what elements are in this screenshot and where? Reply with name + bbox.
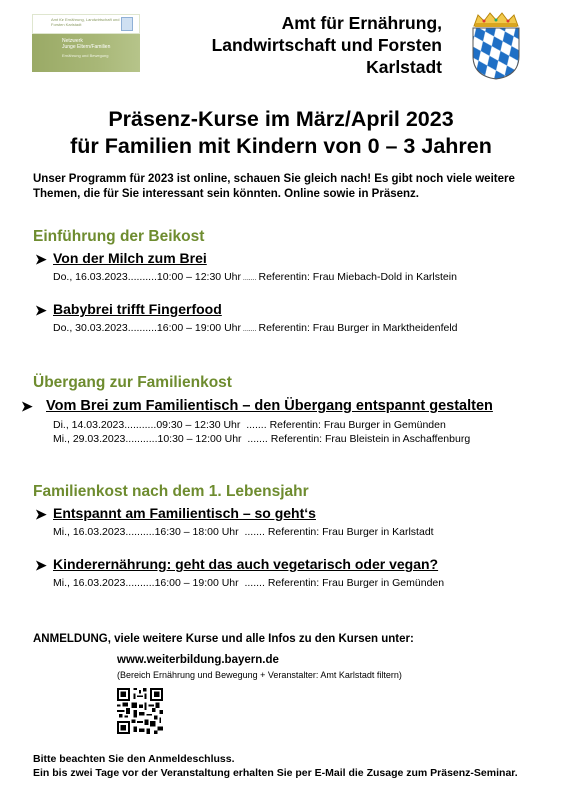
course-title-vegetarisch[interactable]: Kinderernährung: geht das auch vegetarisch oder vegan? [53,556,439,572]
bullet-arrow-icon: ➤ [35,302,47,318]
note-line2: Ein bis zwei Tage vor der Veranstaltung erhalten Sie per E-Mail die Zusage zum Präsenz-Seminar. [33,766,518,779]
section-title-lebensjahr: Familienkost nach dem 1. Lebensjahr [33,483,309,500]
bullet-arrow-icon: ➤ [35,506,47,522]
course-date: Mi., 29.03.2023 [53,433,126,445]
course-title-entspannt[interactable]: Entspannt am Familientisch – so geht‘s [53,505,316,521]
course-info: Referentin: Frau Burger in Karlstadt [267,526,434,538]
course-date: Do., 30.03.2023 [53,322,128,334]
closing-note [33,753,543,780]
course-date-line: Mi., 16.03.2023..........16:30 – 18:00 Uhr ....... Referentin: Frau Burger in Karlstadt [53,526,434,538]
course-time: 09:30 – 12:30 Uhr [156,419,241,431]
course-date-line: Do., 16.03.2023..........10:00 – 12:30 Uhr ....... Referentin: Frau Miebach-Dold in Karlstein [53,271,457,283]
logo-network-line2: Junge Eltern/Familien [62,44,111,50]
course-date-line: Do., 30.03.2023..........16:00 – 19:00 Uhr ....... Referentin: Frau Burger in Marktheidenfeld [53,322,458,334]
office-line2: Landwirtschaft und Forsten [211,35,442,55]
course-time: 10:30 – 12:00 Uhr [157,433,242,445]
page-title [0,106,562,160]
course-title-babybrei[interactable]: Babybrei trifft Fingerfood [53,301,222,317]
logo-network-line1: Netzwerk [62,38,83,44]
office-line3: Karlstadt [366,57,442,77]
course-time: 16:00 – 19:00 Uhr [156,322,241,334]
registration-label: ANMELDUNG, viele weitere Kurse und alle Infos zu den Kursen unter: [33,633,414,645]
course-info: Referentin: Frau Burger in Gemünden [269,419,446,431]
mini-crest-icon [121,17,133,31]
logo-network-line3: Ernährung und Bewegung [62,53,109,58]
intro-text: Unser Programm für 2023 ist online, schauen Sie gleich nach! Es gibt noch viele weitere Themen, die für Sie interessant sein könnten. Online sowie in Präsenz. [33,173,515,200]
course-title-milch-brei[interactable]: Von der Milch zum Brei [53,250,207,266]
logo-header [32,14,140,34]
section-title-familienkost: Übergang zur Familienkost [33,374,232,391]
course-date-line: Di., 14.03.2023...........09:30 – 12:30 Uhr ....... Referentin: Frau Burger in Gemünden [53,419,446,431]
course-time: 16:30 – 18:00 Uhr [154,526,239,538]
course-time: 16:00 – 19:00 Uhr [154,577,239,589]
bullet-arrow-icon: ➤ [35,557,47,573]
registration-link[interactable]: www.weiterbildung.bayern.de [117,654,279,666]
logo-network-band [32,34,140,72]
office-line1: Amt für Ernährung, [281,13,442,33]
registration-hint: (Bereich Ernährung und Bewegung + Veranstalter: Amt Karlstadt filtern) [117,670,402,680]
course-date: Mi., 16.03.2023 [53,577,126,589]
bullet-arrow-icon: ➤ [35,251,47,267]
note-line1: Bitte beachten Sie den Anmeldeschluss. [33,753,235,765]
course-info: Referentin: Frau Burger in Marktheidenfeld [258,322,458,334]
course-title-brei-familientisch[interactable]: Vom Brei zum Familientisch – den Übergang entspannt gestalten [46,398,493,414]
course-date-line: Mi., 29.03.2023...........10:30 – 12:00 Uhr ....... Referentin: Frau Bleistein in Aschaffenburg [53,433,471,445]
course-info: Referentin: Frau Burger in Gemünden [267,577,445,589]
course-time: 10:00 – 12:30 Uhr [156,271,241,283]
course-info: Referentin: Frau Miebach-Dold in Karlstein [258,271,457,283]
office-name [212,12,442,78]
course-date: Di., 14.03.2023 [53,419,125,431]
title-line1: Präsenz-Kurse im März/April 2023 [108,107,454,131]
title-line2: für Familien mit Kindern von 0 – 3 Jahren [70,134,492,158]
course-info: Referentin: Frau Bleistein in Aschaffenburg [270,433,471,445]
section-title-beikost: Einführung der Beikost [33,228,205,245]
course-date: Mi., 16.03.2023 [53,526,126,538]
qr-code-icon[interactable] [117,688,163,734]
course-date: Do., 16.03.2023 [53,271,128,283]
course-date-line: Mi., 16.03.2023..........16:00 – 19:00 Uhr ....... Referentin: Frau Burger in Gemünden [53,577,445,589]
bullet-arrow-icon: ➤ [21,398,33,414]
bavaria-crest-icon [470,12,522,80]
network-logo [32,14,140,70]
logo-office-text: Amt für Ernährung, Landwirtschaft und Forsten Karlstadt [51,17,120,27]
